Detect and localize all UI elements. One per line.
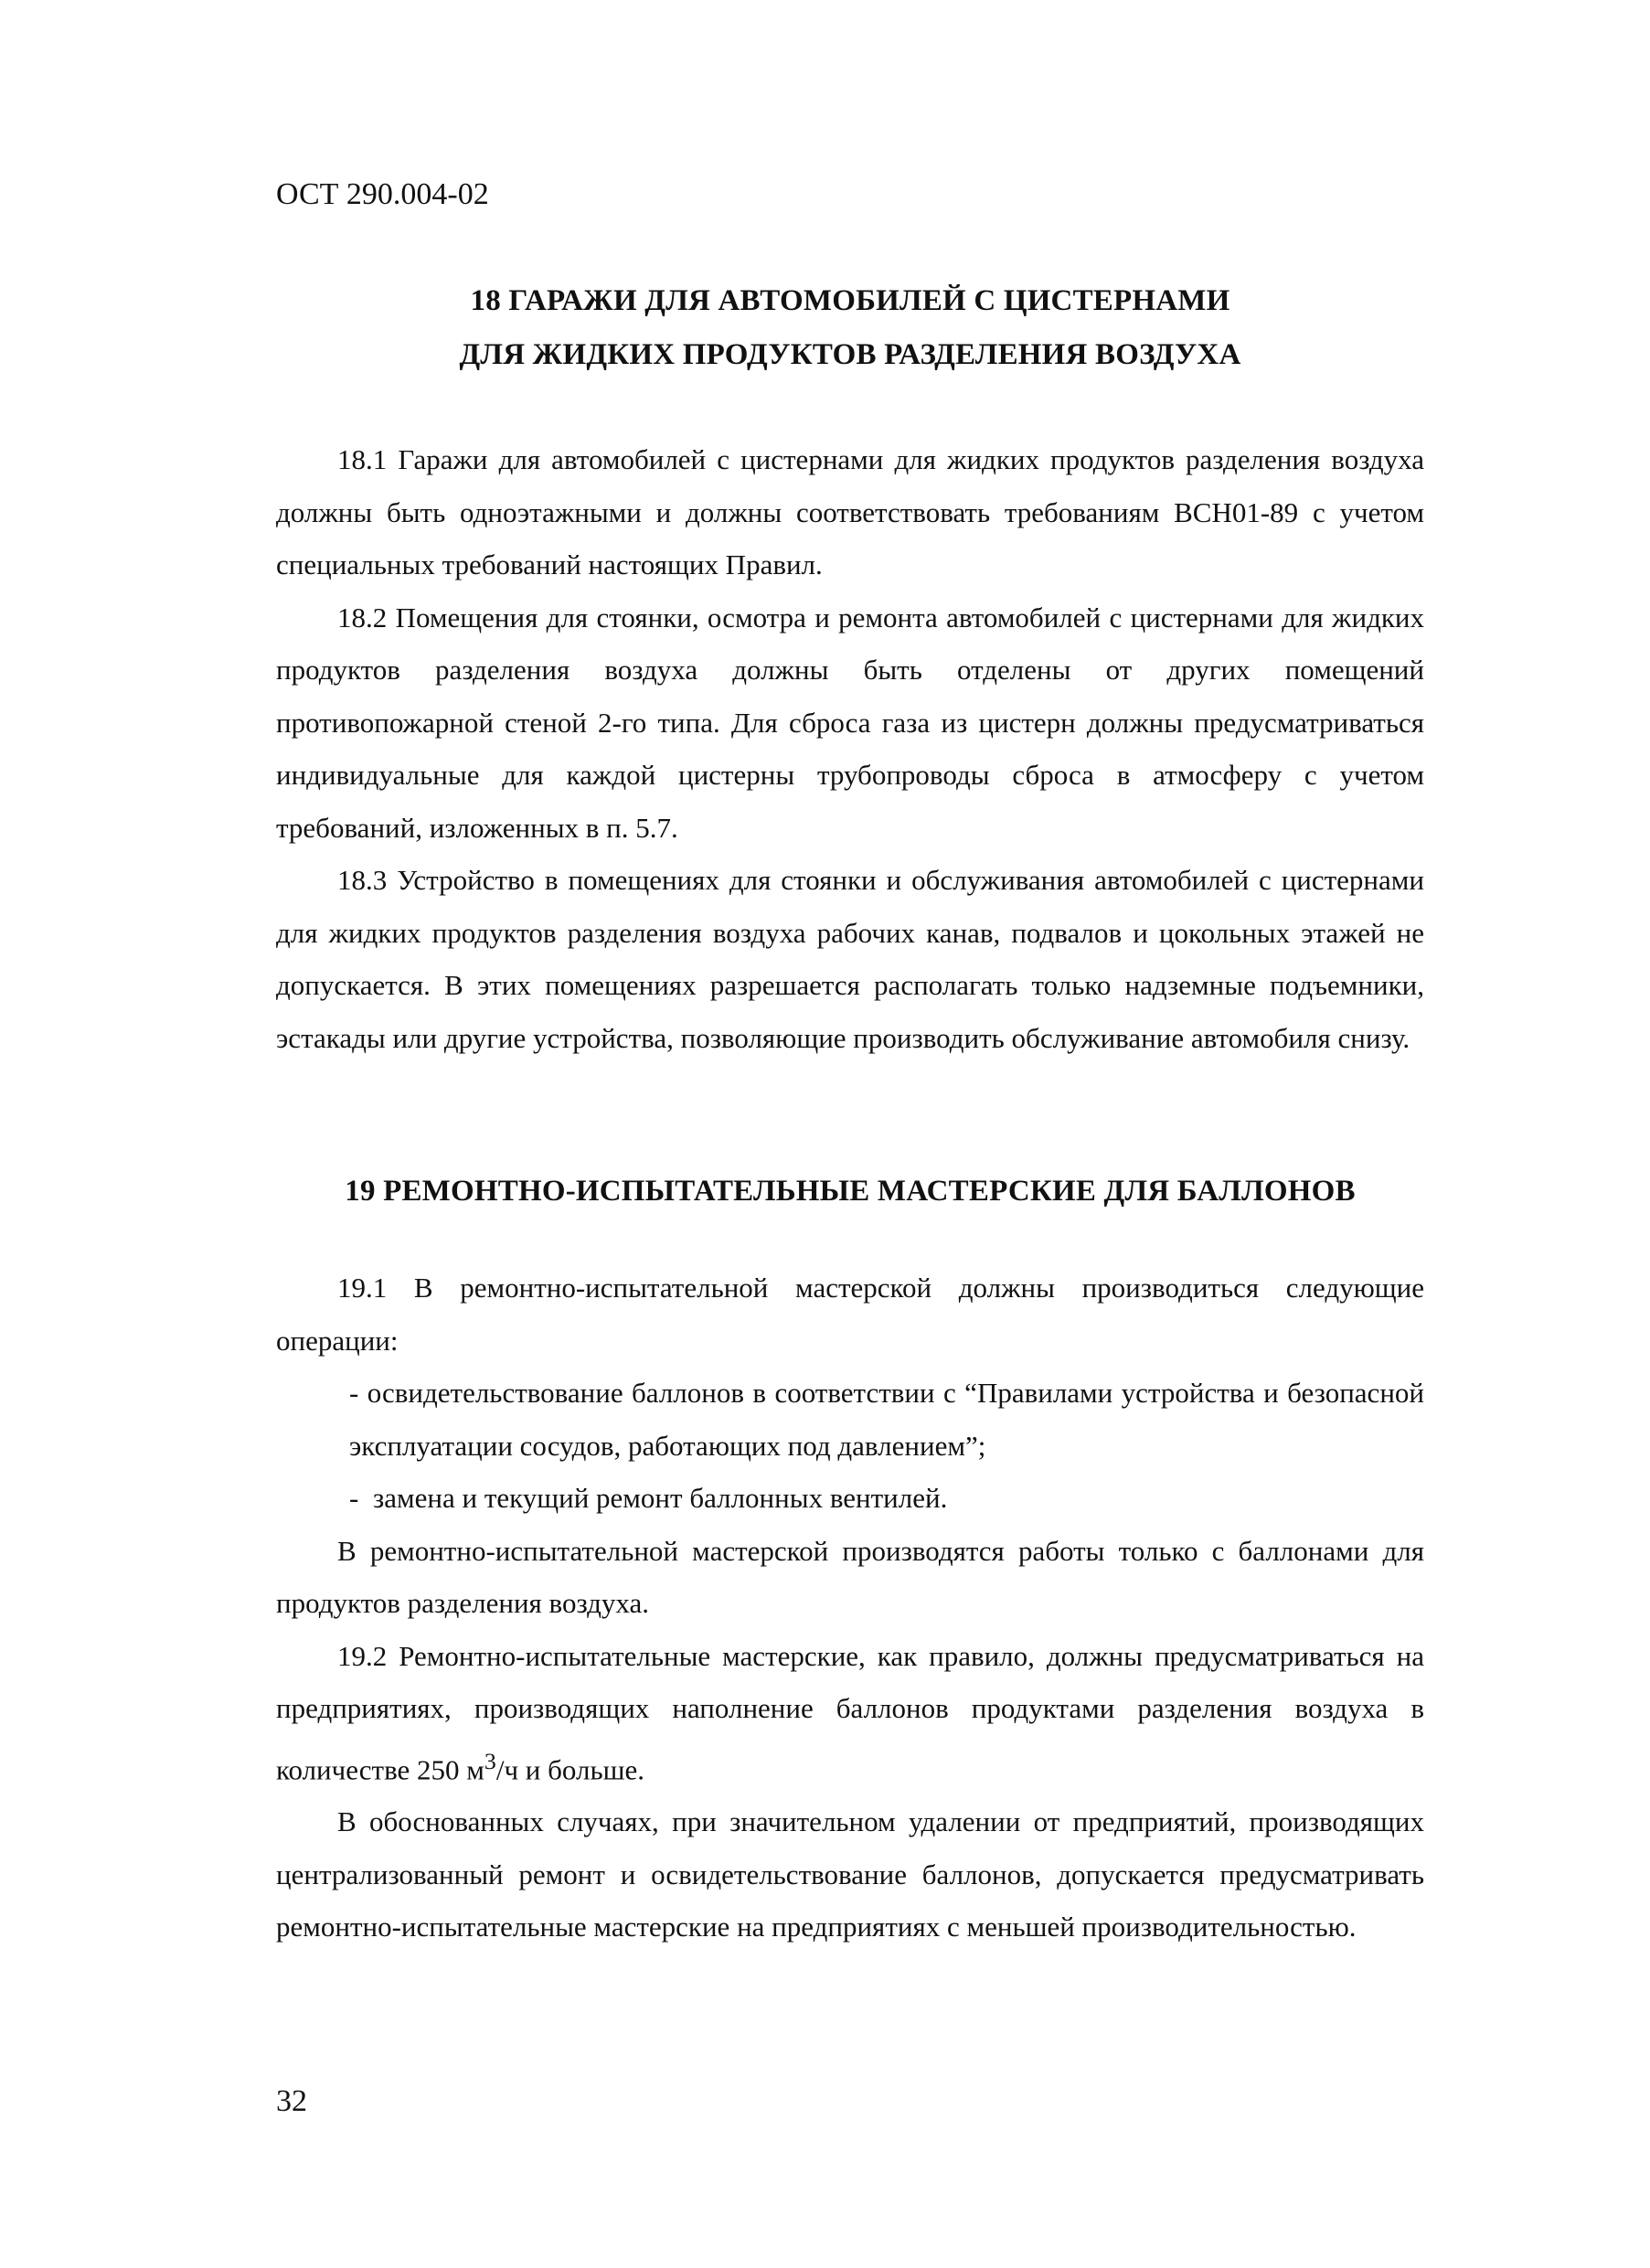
list-dash: - <box>349 1482 359 1514</box>
section-18-heading-line1: 18 ГАРАЖИ ДЛЯ АВТОМОБИЛЕЙ С ЦИСТЕРНАМИ <box>470 284 1230 317</box>
document-code: ОСТ 290.004-02 <box>276 177 489 211</box>
paragraph-18-2: 18.2 Помещения для стоянки, осмотра и ремонта автомобилей с цистернами для жидких продуктов разделения воздуха должны быть отделены от других помещений противопожарной стеной 2-го типа. Для сброса газа из цистерн должны предусматриваться индивидуальные для каждой цистерны трубопроводы сброса в атмосферу с учетом требований, изложенных в п. 5.7. <box>276 601 1424 844</box>
section-18-heading <box>274 274 1426 382</box>
paragraph-19-2-text: 19.2 Ремонтно-испытательные мастерские, как правило, должны предусматриваться на предприятиях, производящих наполнение баллонов продуктами разделения воздуха в количестве 250 м <box>276 1639 1424 1785</box>
paragraph-19-2-tail: /ч и больше. <box>495 1752 644 1785</box>
paragraph-18-3: 18.3 Устройство в помещениях для стоянки и обслуживания автомобилей с цистернами для жидких продуктов разделения воздуха рабочих канав, подвалов и цокольных этажей не допускается. В этих помещениях разрешается располагать только надземные подъемники, эстакады или другие устройства, позволяющие производить обслуживание автомобиля снизу. <box>276 864 1424 1054</box>
list-item-valves <box>276 1472 1424 1525</box>
section-18-body <box>276 433 1424 1064</box>
list-item-valves-text: замена и текущий ремонт баллонных вентилей. <box>373 1482 948 1514</box>
paragraph-19-1: 19.1 В ремонтно-испытательной мастерской должны производиться следующие операции: <box>276 1272 1424 1357</box>
superscript-3: 3 <box>484 1747 496 1774</box>
page-number: 32 <box>276 2084 307 2118</box>
list-item-inspection: - освидетельствование баллонов в соответствии с “Правилами устройства и безопасной эксплуатации сосудов, работающих под давлением”; <box>349 1377 1424 1462</box>
section-19-heading: 19 РЕМОНТНО-ИСПЫТАТЕЛЬНЫЕ МАСТЕРСКИЕ ДЛЯ БАЛЛОНОВ <box>345 1175 1356 1208</box>
paragraph-19-1-note: В ремонтно-испытательной мастерской производятся работы только с баллонами для продуктов разделения воздуха. <box>276 1534 1424 1619</box>
paragraph-18-1: 18.1 Гаражи для автомобилей с цистернами для жидких продуктов разделения воздуха должны быть одноэтажными и должны соответствовать требованиям ВСН01-89 с учетом специальных требований настоящих Правил. <box>276 443 1424 580</box>
paragraph-19-2-note: В обоснованных случаях, при значительном удалении от предприятий, производящих централизованный ремонт и освидетельствование баллонов, допускается предусматривать ремонтно-испытательные мастерские на предприятиях с меньшей производительностью. <box>276 1805 1424 1943</box>
section-19-body <box>276 1262 1424 1954</box>
paragraph-19-2 <box>276 1630 1424 1796</box>
section-18-heading-line2: ДЛЯ ЖИДКИХ ПРОДУКТОВ РАЗДЕЛЕНИЯ ВОЗДУХА <box>459 338 1241 371</box>
